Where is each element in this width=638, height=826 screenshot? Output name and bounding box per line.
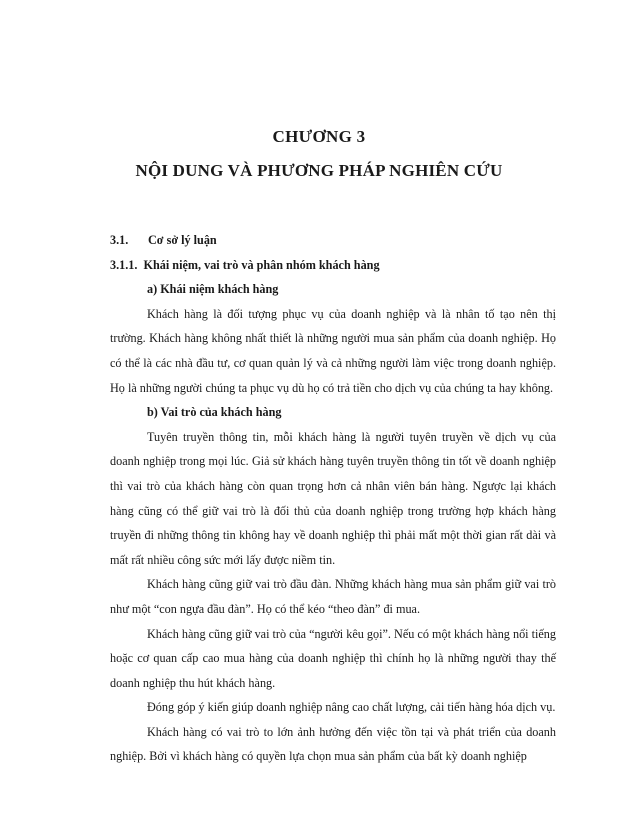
document-body [110, 228, 556, 769]
section-number: 3.1. [110, 233, 129, 247]
part-b-paragraph-5: Khách hàng có vai trò to lớn ảnh hưởng đến việc tồn tại và phát triển của doanh nghiệp. Bởi vì khách hàng có quyền lựa chọn mua sản phẩm của bất kỳ doanh nghiệp [110, 724, 556, 764]
part-b-paragraph-2: Khách hàng cũng giữ vai trò đầu đàn. Những khách hàng mua sản phẩm giữ vai trò như một “con ngựa đầu đàn”. Họ có thể kéo “theo đàn” đi mua. [110, 577, 556, 616]
part-b-heading: b) Vai trò của khách hàng [147, 405, 282, 420]
part-a-paragraph: Khách hàng là đối tượng phục vụ của doanh nghiệp và là nhân tố tạo nên thị trường. Khách hàng không nhất thiết là những người mua sản phẩm của doanh nghiệp. Họ có thể là các nhà đầu tư, cơ quan quản lý và cả những người làm việc trong doanh nghiệp. Họ là những người chúng ta phục vụ dù họ có trả tiền cho dịch vụ của chúng ta hay không. [110, 306, 556, 395]
part-a-heading: a) Khái niệm khách hàng [147, 282, 279, 297]
chapter-title: NỘI DUNG VÀ PHƯƠNG PHÁP NGHIÊN CỨU [135, 161, 503, 180]
part-b-paragraph-4: Đóng góp ý kiến giúp doanh nghiệp nâng cao chất lượng, cải tiến hàng hóa dịch vụ. [147, 700, 556, 715]
part-b-paragraph-3: Khách hàng cũng giữ vai trò của “người kêu gọi”. Nếu có một khách hàng nổi tiếng hoặc cơ quan cấp cao mua hàng của doanh nghiệp thì chính họ là những người thay thế doanh nghiệp thu hút khách hàng. [110, 626, 556, 690]
section-heading [110, 228, 556, 253]
subsection-number: 3.1.1. [110, 257, 138, 272]
subsection-title: Khái niệm, vai trò và phân nhóm khách hàng [143, 257, 380, 272]
subsection-heading [110, 253, 556, 278]
section-title: Cơ sở lý luận [148, 233, 217, 247]
chapter-number: CHƯƠNG 3 [272, 127, 366, 146]
part-b-paragraph-1: Tuyên truyền thông tin, mỗi khách hàng là người tuyên truyền về dịch vụ của doanh nghiệp trong mọi lúc. Giả sử khách hàng tuyên truyền thông tin tốt về doanh nghiệp thì vai trò của khách hàng còn quan trọng hơn cả nhân viên bán hàng. Ngược lại khách hàng cũng có thể giữ vai trò là đối thủ của doanh nghiệp trong trường hợp khách hàng truyền đi những thông tin không hay về doanh nghiệp thì phải mất một thời gian rất dài và mất rất nhiều công sức mới lấy được niềm tin. [110, 429, 556, 567]
